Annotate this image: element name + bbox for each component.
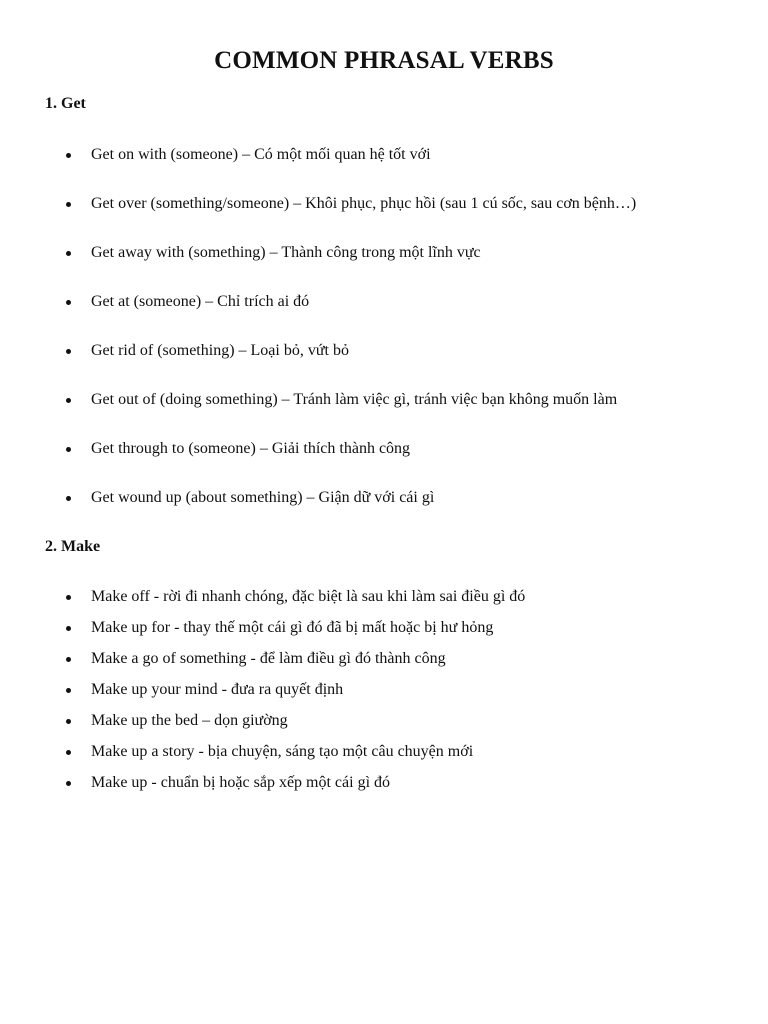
list-item (0, 439, 740, 459)
list-item-text: Make off - rời đi nhanh chóng, đặc biệt là sau khi làm sai điều gì đó (91, 588, 526, 605)
bullet-icon (66, 398, 71, 403)
bullet-icon (66, 300, 71, 305)
list-item-text: Get through to (someone) – Giải thích thành công (91, 440, 411, 457)
list-item (0, 587, 740, 607)
list-item (0, 649, 740, 669)
section-heading-get: 1. Get (45, 95, 86, 112)
list-item (0, 145, 740, 165)
list-item (0, 618, 740, 638)
list-item-text: Make up the bed – dọn giường (91, 712, 288, 729)
list-item (0, 341, 740, 361)
list-item (0, 292, 740, 312)
bullet-icon (66, 657, 71, 662)
bullet-icon (66, 719, 71, 724)
list-item (0, 194, 740, 214)
bullet-icon (66, 153, 71, 158)
list-item-text: Get on with (someone) – Có một mối quan hệ tốt với (91, 146, 431, 163)
list-item (0, 488, 740, 508)
bullet-icon (66, 447, 71, 452)
list-item (0, 243, 740, 263)
list-item (0, 390, 740, 410)
list-item-text: Make a go of something - để làm điều gì đó thành công (91, 650, 446, 667)
list-item-text: Get at (someone) – Chỉ trích ai đó (91, 293, 310, 310)
bullet-icon (66, 688, 71, 693)
bullet-icon (66, 496, 71, 501)
list-item (0, 742, 740, 762)
list-item-text: Make up for - thay thế một cái gì đó đã bị mất hoặc bị hư hỏng (91, 619, 494, 636)
list-item-text: Get wound up (about something) – Giận dữ với cái gì (91, 489, 435, 506)
section-heading-make: 2. Make (45, 538, 101, 555)
list-item-text: Get rid of (something) – Loại bỏ, vứt bỏ (91, 342, 349, 359)
list-item (0, 680, 740, 700)
list-item (0, 773, 740, 793)
list-item-text: Make up - chuẩn bị hoặc sắp xếp một cái gì đó (91, 774, 391, 791)
page-title: COMMON PHRASAL VERBS (214, 47, 554, 74)
bullet-icon (66, 202, 71, 207)
make-phrasal-verbs-list (0, 587, 740, 804)
bullet-icon (66, 349, 71, 354)
bullet-icon (66, 251, 71, 256)
list-item-text: Get over (something/someone) – Khôi phục, phục hồi (sau 1 cú sốc, sau cơn bệnh…) (91, 195, 637, 212)
list-item (0, 711, 740, 731)
bullet-icon (66, 626, 71, 631)
list-item-text: Get out of (doing something) – Tránh làm việc gì, tránh việc bạn không muốn làm (91, 391, 618, 408)
get-phrasal-verbs-list (0, 145, 740, 537)
bullet-icon (66, 781, 71, 786)
list-item-text: Make up a story - bịa chuyện, sáng tạo một câu chuyện mới (91, 743, 474, 760)
bullet-icon (66, 750, 71, 755)
bullet-icon (66, 595, 71, 600)
list-item-text: Get away with (something) – Thành công trong một lĩnh vực (91, 244, 481, 261)
list-item-text: Make up your mind - đưa ra quyết định (91, 681, 344, 698)
